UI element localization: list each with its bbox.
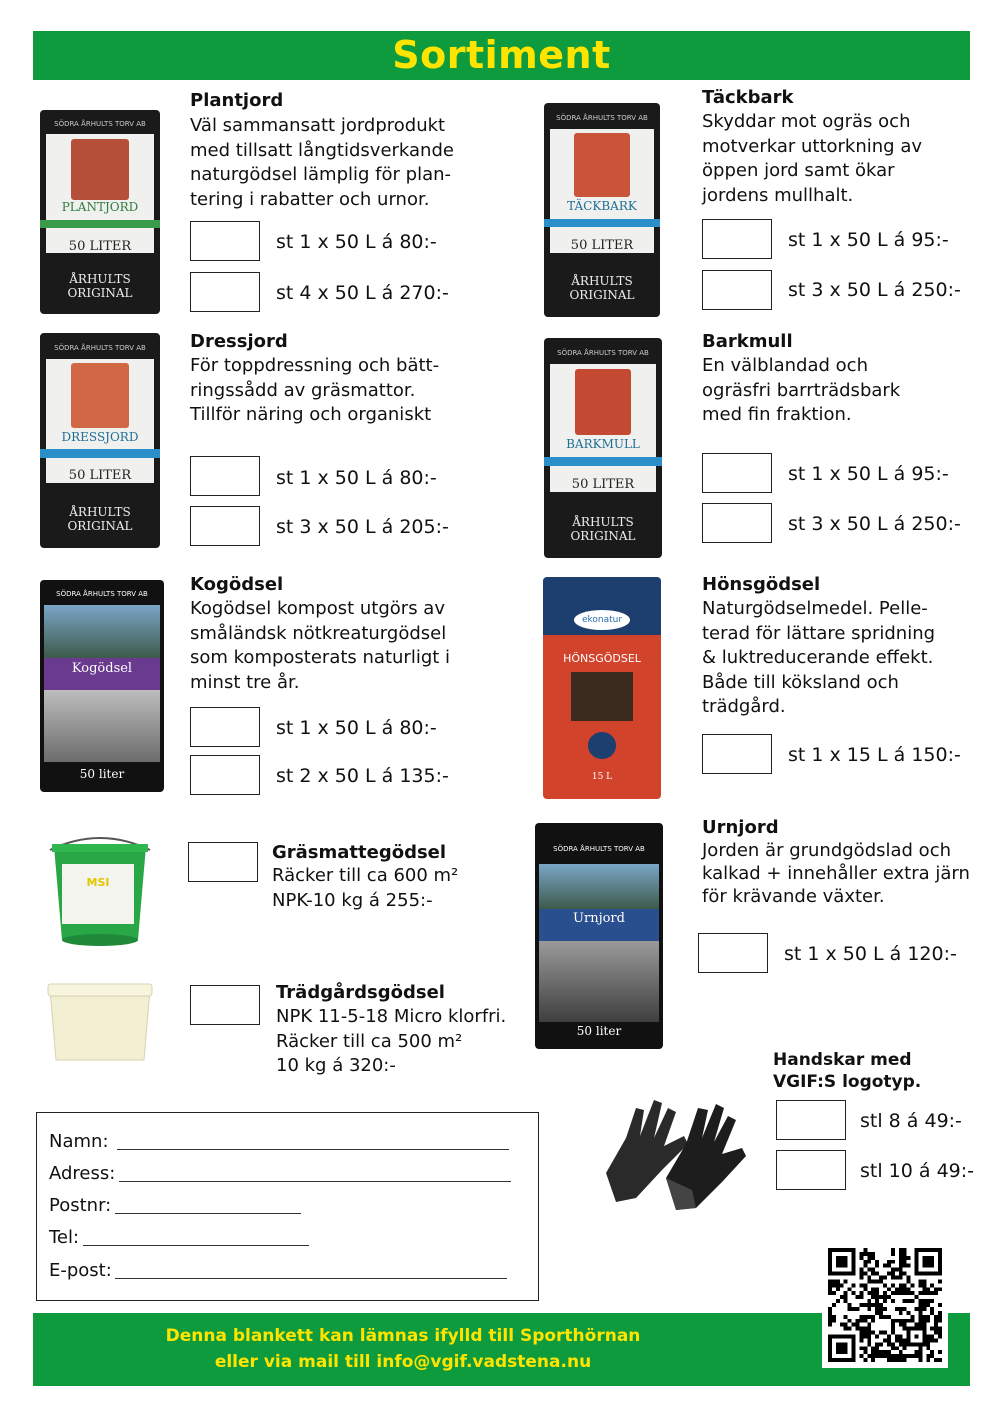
tackbark-qty-input-1[interactable] xyxy=(702,219,772,259)
kogodsel-qty-input-2[interactable] xyxy=(190,755,260,795)
postnr-field[interactable] xyxy=(115,1213,301,1214)
bag-garden-art xyxy=(574,133,630,197)
footer-line-1: Denna blankett kan lämnas ifylld till Sporthörnan xyxy=(165,1326,641,1346)
qr-code xyxy=(822,1242,948,1368)
honsgodsel-option-1: st 1 x 15 L á 150:- xyxy=(788,744,961,766)
bag-greenhouse-photo xyxy=(539,864,659,909)
bag-brand-name: ÅRHULTS ORIGINAL xyxy=(569,274,635,303)
qr-code-graphic xyxy=(828,1248,942,1362)
tackbark-title: Täckbark xyxy=(702,87,794,108)
bag-garden-art xyxy=(71,363,129,428)
bag-brand-name: ÅRHULTS ORIGINAL xyxy=(570,514,636,543)
tackbark-description: Skyddar mot ogräs och motverkar uttorkning av öppen jord samt ökar jordens mullhalt. xyxy=(702,111,922,206)
bag-color-band xyxy=(544,219,660,228)
tackbark-option-2: st 3 x 50 L á 250:- xyxy=(788,279,961,301)
postnr-label: Postnr: xyxy=(49,1195,112,1216)
name-label: Namn: xyxy=(49,1131,109,1152)
bag-worker-photo xyxy=(539,941,659,1022)
gloves-graphic xyxy=(596,1078,766,1223)
dressjord-title: Dressjord xyxy=(190,331,288,352)
urnjord-description: Jorden är grundgödslad och kalkad + innehåller extra järn för krävande växter. xyxy=(702,840,970,907)
dressjord-qty-input-2[interactable] xyxy=(190,506,260,546)
tub-graphic xyxy=(46,980,154,1066)
tackbark-option-1: st 1 x 50 L á 95:- xyxy=(788,229,949,251)
tel-label: Tel: xyxy=(49,1227,80,1248)
dressjord-option-2: st 3 x 50 L á 205:- xyxy=(276,516,449,538)
tradgardsgodsel-title: Trädgårdsgödsel xyxy=(276,982,445,1003)
kogodsel-option-1: st 1 x 50 L á 80:- xyxy=(276,717,437,739)
dressjord-qty-input-1[interactable] xyxy=(190,456,260,496)
grasmattegodsel-description: Räcker till ca 600 m² NPK-10 kg á 255:- xyxy=(272,865,459,911)
handskar-option-2: stl 10 á 49:- xyxy=(860,1160,974,1182)
tradgardsgodsel-description: NPK 11-5-18 Micro klorfri. Räcker till ca 500 m² 10 kg á 320:- xyxy=(276,1006,507,1076)
kogodsel-title: Kogödsel xyxy=(190,574,284,595)
barkmull-qty-input-1[interactable] xyxy=(702,453,772,493)
bucket-graphic xyxy=(42,836,158,951)
email-field[interactable] xyxy=(115,1278,507,1279)
barkmull-description: En välblandad och ogräsfri barrträdsbark med fin fraktion. xyxy=(702,355,901,425)
grasmattegodsel-qty-input[interactable] xyxy=(188,842,258,882)
bag-volume: 50 LITER xyxy=(571,476,635,492)
bag-pellets xyxy=(571,672,632,721)
bag-color-band xyxy=(40,449,160,458)
footer-line-2: eller via mail till info@vgif.vadstena.nu xyxy=(214,1352,592,1372)
tradgardsgodsel-tub-image xyxy=(46,980,154,1066)
bag-volume: 50 LITER xyxy=(68,468,132,484)
bag-volume: 50 liter xyxy=(576,1024,622,1039)
plantjord-description: Väl sammansatt jordprodukt med tillsatt långtidsverkande naturgödsel lämplig för plan- tering i rabatter och urnor. xyxy=(190,115,454,210)
bag-product-name: BARKMULL xyxy=(566,437,640,451)
kogodsel-description: Kogödsel kompost utgörs av småländsk nötkreaturgödsel som komposterats naturligt i minst tre år. xyxy=(190,598,451,693)
address-field[interactable] xyxy=(119,1181,511,1182)
kogodsel-qty-input-1[interactable] xyxy=(190,707,260,747)
barkmull-bag-image xyxy=(544,338,662,558)
bag-brand-top: SÖDRA ÅRHULTS TORV AB xyxy=(557,348,649,357)
bag-volume: 50 LITER xyxy=(68,238,132,254)
plantjord-bag-image xyxy=(40,110,160,314)
kogodsel-bag-image xyxy=(40,580,164,792)
email-label: E-post: xyxy=(49,1260,112,1281)
bag-brand-top: SÖDRA ÅRHULTS TORV AB xyxy=(553,845,645,854)
bag-garden-art xyxy=(575,369,632,435)
urnjord-option-1: st 1 x 50 L á 120:- xyxy=(784,943,957,965)
bucket-label-text: MSI xyxy=(86,876,110,889)
address-label: Adress: xyxy=(49,1163,116,1184)
urnjord-qty-input-1[interactable] xyxy=(698,933,768,973)
contact-form xyxy=(36,1112,539,1301)
urnjord-bag-image xyxy=(535,823,663,1049)
grasmattegodsel-title: Gräsmattegödsel xyxy=(272,842,447,863)
handskar-qty-input-1[interactable] xyxy=(776,1100,846,1140)
bag-product-name: DRESSJORD xyxy=(61,429,139,444)
bag-volume: 50 liter xyxy=(79,766,125,781)
bag-brand-name: ÅRHULTS ORIGINAL xyxy=(67,271,133,300)
plantjord-qty-input-2[interactable] xyxy=(190,272,260,312)
bag-brand-top: SÖDRA ÅRHULTS TORV AB xyxy=(54,343,146,352)
grasmattegodsel-bucket-image xyxy=(42,836,158,951)
tel-field[interactable] xyxy=(83,1245,309,1246)
bag-volume: 50 LITER xyxy=(570,237,634,253)
honsgodsel-qty-input-1[interactable] xyxy=(702,734,772,774)
bag-product-name: Urnjord xyxy=(573,911,625,927)
bag-color-band xyxy=(544,457,662,466)
dressjord-description: För toppdressning och bätt- ringssådd av gräsmattor. Tillför näring och organiskt xyxy=(190,355,440,425)
dressjord-bag-image xyxy=(40,333,160,548)
barkmull-title: Barkmull xyxy=(702,331,793,352)
bag-house-art xyxy=(71,139,129,200)
honsgodsel-bag-image xyxy=(543,577,661,799)
handskar-title: Handskar med VGIF:S logotyp. xyxy=(773,1050,922,1092)
tackbark-qty-input-2[interactable] xyxy=(702,270,772,310)
barkmull-option-2: st 3 x 50 L á 250:- xyxy=(788,513,961,535)
bag-product-name: PLANTJORD xyxy=(61,199,139,214)
tackbark-bag-image xyxy=(544,103,660,317)
gloves-image xyxy=(596,1078,766,1223)
bag-brand-top: SÖDRA ÅRHULTS TORV AB xyxy=(556,113,648,122)
tradgardsgodsel-qty-input[interactable] xyxy=(190,985,260,1025)
bag-product-name: TÄCKBARK xyxy=(567,199,637,214)
honsgodsel-title: Hönsgödsel xyxy=(702,574,821,595)
page-title: Sortiment xyxy=(392,33,611,77)
bag-brand-name: ÅRHULTS ORIGINAL xyxy=(67,504,133,533)
bag-brand-top: SÖDRA ÅRHULTS TORV AB xyxy=(56,590,148,599)
plantjord-title: Plantjord xyxy=(190,90,284,111)
plantjord-option-2: st 4 x 50 L á 270:- xyxy=(276,282,449,304)
bag-emblem xyxy=(588,732,616,759)
bag-volume: 15 L xyxy=(591,772,613,783)
handskar-option-1: stl 8 á 49:- xyxy=(860,1110,962,1132)
bag-product-name: Kogödsel xyxy=(71,660,133,676)
header-banner xyxy=(33,31,970,80)
plantjord-option-1: st 1 x 50 L á 80:- xyxy=(276,231,437,253)
barkmull-qty-input-2[interactable] xyxy=(702,503,772,543)
kogodsel-option-2: st 2 x 50 L á 135:- xyxy=(276,765,449,787)
bag-color-band xyxy=(40,220,160,228)
dressjord-option-1: st 1 x 50 L á 80:- xyxy=(276,467,437,489)
honsgodsel-description: Naturgödselmedel. Pelle- terad för lättare spridning & luktreducerande effekt. Både till köksland och trädgård. xyxy=(702,598,936,717)
plantjord-qty-input-1[interactable] xyxy=(190,221,260,261)
ekonatur-logo: ekonatur xyxy=(574,610,631,630)
handskar-qty-input-2[interactable] xyxy=(776,1150,846,1190)
bag-greenhouse-photo xyxy=(44,605,161,658)
barkmull-option-1: st 1 x 50 L á 95:- xyxy=(788,463,949,485)
bag-brand-top: SÖDRA ÅRHULTS TORV AB xyxy=(54,120,146,129)
name-field[interactable] xyxy=(117,1149,509,1150)
bag-cows-photo xyxy=(44,690,161,762)
urnjord-title: Urnjord xyxy=(702,817,779,838)
bag-product-name: HÖNSGÖDSEL xyxy=(563,652,641,666)
